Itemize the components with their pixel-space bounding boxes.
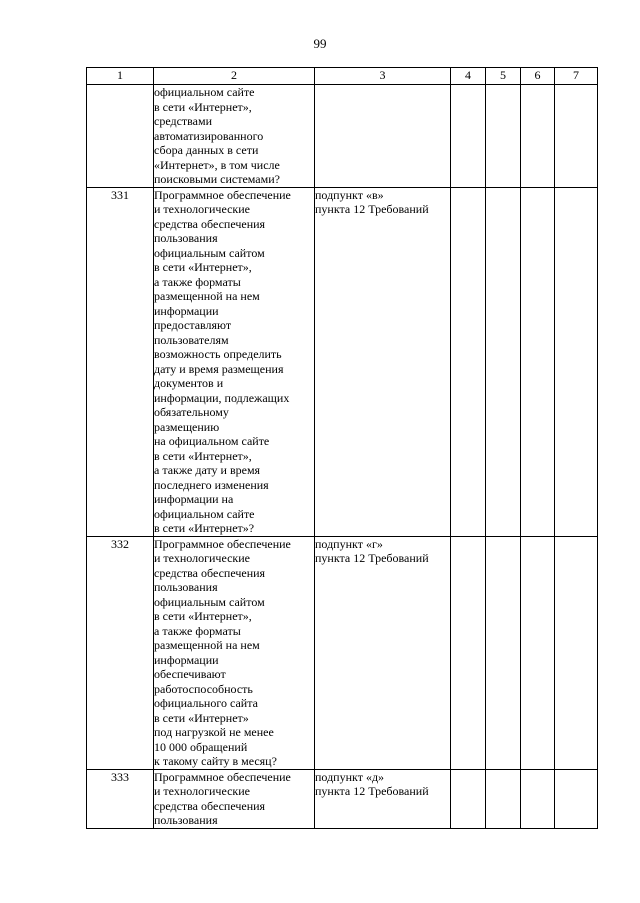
question-text-line: в сети «Интернет»,	[154, 609, 252, 623]
table-row	[87, 769, 598, 828]
empty-answer-cell	[555, 85, 598, 188]
column-header: 4	[451, 68, 486, 85]
question-text-line: в сети «Интернет»,	[154, 448, 252, 463]
question-text-line: размещению	[154, 419, 220, 434]
empty-answer-cell	[451, 85, 486, 188]
question-text-line: а также форматы	[154, 274, 241, 289]
column-header: 7	[555, 68, 598, 85]
row-number-cell: 332	[87, 536, 154, 769]
question-cell	[154, 85, 315, 188]
empty-answer-cell	[486, 85, 521, 188]
question-text-line: и технологические	[154, 202, 250, 216]
row-number-cell: 331	[87, 187, 154, 536]
question-text-line: а также дату и время	[154, 463, 261, 477]
column-header: 6	[521, 68, 555, 85]
question-text-line: Программное обеспечение	[154, 536, 291, 551]
legal-basis-text-line: пункта 12 Требований	[315, 551, 429, 565]
question-text-line: «Интернет», в том числе	[154, 157, 280, 172]
legal-basis-text-line: пункта 12 Требований	[315, 202, 429, 216]
legal-basis-cell	[315, 85, 451, 188]
question-text-line: размещенной на нем	[154, 289, 260, 303]
question-text-line: 10 000 обращений	[154, 739, 248, 754]
empty-answer-cell	[486, 536, 521, 769]
question-cell	[154, 769, 315, 828]
empty-answer-cell	[555, 187, 598, 536]
question-text-line: официальным сайтом	[154, 245, 265, 260]
row-number-cell: 333	[87, 769, 154, 828]
legal-basis-cell	[315, 187, 451, 536]
question-text-line: Программное обеспечение	[154, 187, 291, 202]
empty-answer-cell	[451, 769, 486, 828]
empty-answer-cell	[451, 536, 486, 769]
empty-answer-cell	[521, 536, 555, 769]
question-text-line: средствами	[154, 114, 213, 128]
question-text-line: в сети «Интернет»,	[154, 260, 252, 274]
question-cell	[154, 536, 315, 769]
question-text-line: средства обеспечения	[154, 798, 266, 813]
column-header: 2	[154, 68, 315, 85]
empty-answer-cell	[521, 769, 555, 828]
question-text-line: пользования	[154, 231, 218, 245]
question-text-line: пользования	[154, 580, 218, 594]
empty-answer-cell	[451, 187, 486, 536]
question-text-line: работоспособность	[154, 681, 253, 696]
question-text-line: поисковыми системами?	[154, 172, 280, 186]
question-text-line: официальном сайте	[154, 506, 255, 521]
legal-basis-text-line: подпункт «г»	[315, 536, 383, 551]
column-header: 3	[315, 68, 451, 85]
question-text-line: в сети «Интернет»	[154, 710, 249, 725]
question-text-line: информации, подлежащих	[154, 390, 290, 405]
legal-basis-cell	[315, 536, 451, 769]
column-header: 5	[486, 68, 521, 85]
question-text-line: последнего изменения	[154, 477, 269, 492]
requirements-table	[86, 67, 598, 829]
legal-basis-text-line: пункта 12 Требований	[315, 784, 429, 798]
table-row	[87, 536, 598, 769]
question-text-line: предоставляют	[154, 318, 232, 332]
empty-answer-cell	[555, 769, 598, 828]
question-text-line: средства обеспечения	[154, 216, 266, 231]
empty-answer-cell	[486, 769, 521, 828]
question-text-line: автоматизированного	[154, 128, 264, 143]
question-text-line: Программное обеспечение	[154, 769, 291, 784]
column-header: 1	[87, 68, 154, 85]
question-text-line: информации	[154, 303, 219, 318]
question-text-line: обязательному	[154, 405, 229, 419]
empty-answer-cell	[486, 187, 521, 536]
question-cell	[154, 187, 315, 536]
question-text-line: средства обеспечения	[154, 565, 266, 580]
question-text-line: дату и время размещения	[154, 361, 284, 376]
row-number-cell	[87, 85, 154, 188]
empty-answer-cell	[555, 536, 598, 769]
question-text-line: информации на	[154, 492, 234, 506]
question-text-line: а также форматы	[154, 623, 241, 638]
question-text-line: возможность определить	[154, 347, 282, 361]
legal-basis-text-line: подпункт «д»	[315, 769, 385, 784]
table-row	[87, 187, 598, 536]
table-row	[87, 85, 598, 188]
page-number: 99	[313, 36, 327, 51]
question-text-line: документов и	[154, 376, 224, 390]
question-text-line: и технологические	[154, 784, 250, 798]
legal-basis-cell	[315, 769, 451, 828]
empty-answer-cell	[521, 187, 555, 536]
question-text-line: к такому сайту в месяц?	[154, 754, 277, 768]
question-text-line: и технологические	[154, 551, 250, 565]
question-text-line: обеспечивают	[154, 667, 226, 681]
table-header-row	[87, 68, 598, 85]
empty-answer-cell	[521, 85, 555, 188]
question-text-line: в сети «Интернет»,	[154, 99, 252, 114]
question-text-line: на официальном сайте	[154, 434, 270, 448]
question-text-line: пользователям	[154, 332, 229, 347]
question-text-line: официального сайта	[154, 696, 258, 710]
table-body	[87, 85, 598, 829]
question-text-line: информации	[154, 652, 219, 667]
legal-basis-text-line: подпункт «в»	[315, 187, 384, 202]
question-text-line: сбора данных в сети	[154, 143, 259, 157]
question-text-line: размещенной на нем	[154, 638, 260, 652]
question-text-line: официальном сайте	[154, 85, 255, 99]
question-text-line: пользования	[154, 813, 218, 827]
question-text-line: под нагрузкой не менее	[154, 725, 274, 739]
question-text-line: официальным сайтом	[154, 594, 265, 609]
question-text-line: в сети «Интернет»?	[154, 521, 255, 535]
